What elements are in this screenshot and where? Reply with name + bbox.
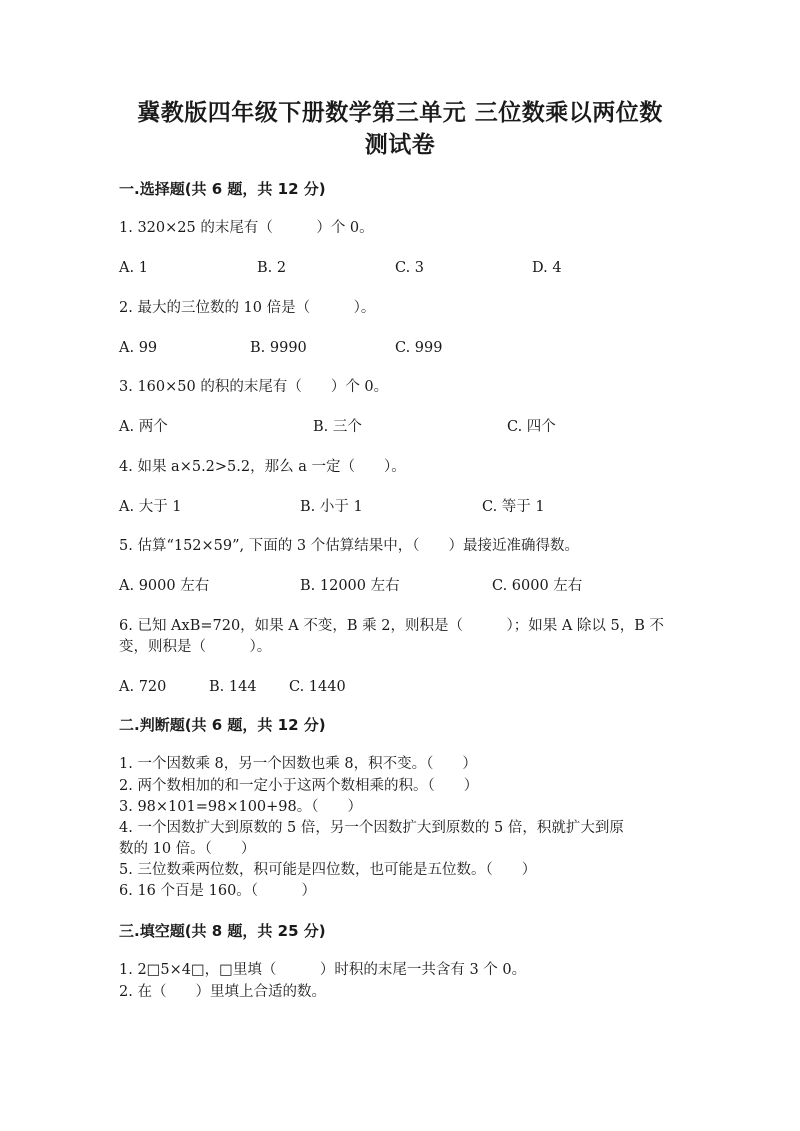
question-2-option-a: A. 99 [119,340,158,356]
question-5-option-b: B. 12000 左右 [300,578,400,594]
question-1-text: 1. 320×25 的末尾有（ ）个 0。 [119,220,374,236]
fill-question-line: 2. 在（ ）里填上合适的数。 [119,984,326,1000]
exam-title-line-1: 冀教版四年级下册数学第三单元 三位数乘以两位数 [137,100,663,126]
question-1-option-c: C. 3 [395,260,425,276]
question-4-option-c: C. 等于 1 [482,499,545,515]
judge-question-line: 5. 三位数乘两位数，积可能是四位数，也可能是五位数。（ ） [119,862,537,878]
section-3-heading: 三.填空题(共 8 题，共 25 分) [119,922,326,940]
judge-question-line: 2. 两个数相加的和一定小于这两个数相乘的积。（ ） [119,778,479,794]
question-5-text: 5. 估算“152×59”, 下面的 3 个估算结果中，（ ）最接近准确得数。 [119,538,579,554]
question-4-option-b: B. 小于 1 [300,499,363,515]
question-1-option-a: A. 1 [119,260,148,276]
question-1-option-b: B. 2 [257,260,287,276]
question-3-option-c: C. 四个 [507,419,556,435]
question-6-option-b: B. 144 [209,679,257,695]
fill-question-line: 1. 2□5×4□，□里填（ ）时积的末尾一共含有 3 个 0。 [119,962,527,978]
question-5-option-a: A. 9000 左右 [119,578,210,594]
question-5-option-c: C. 6000 左右 [492,578,583,594]
section-2-heading: 二.判断题(共 6 题，共 12 分) [119,716,326,734]
judge-question-line: 1. 一个因数乘 8，另一个因数也乘 8，积不变。（ ） [119,756,477,772]
judge-question-line: 3. 98×101=98×100+98。（ ） [119,799,362,815]
judge-question-line: 4. 一个因数扩大到原数的 5 倍，另一个因数扩大到原数的 5 倍，积就扩大到原 [119,820,624,836]
question-2-text: 2. 最大的三位数的 10 倍是（ ）。 [119,300,376,316]
question-6-text-line-2: 变，则积是（ ）。 [119,639,272,655]
question-6-option-a: A. 720 [119,679,167,695]
judge-question-line: 6. 16 个百是 160。（ ） [119,883,317,899]
question-2-option-c: C. 999 [395,340,443,356]
question-3-text: 3. 160×50 的积的末尾有（ ）个 0。 [119,379,389,395]
section-1-heading: 一.选择题(共 6 题，共 12 分) [119,180,326,198]
question-1-option-d: D. 4 [532,260,562,276]
question-3-option-b: B. 三个 [313,419,362,435]
question-4-text: 4. 如果 a×5.2>5.2，那么 a 一定（ ）。 [119,459,406,475]
question-4-option-a: A. 大于 1 [119,499,182,515]
question-6-option-c: C. 1440 [289,679,346,695]
judge-question-line: 数的 10 倍。（ ） [119,841,256,857]
exam-title-line-2: 测试卷 [364,132,436,158]
question-6-text-line-1: 6. 已知 AxB=720，如果 A 不变，B 乘 2，则积是（ ）；如果 A 除以 5，B 不 [119,618,665,634]
question-2-option-b: B. 9990 [250,340,307,356]
question-3-option-a: A. 两个 [119,419,168,435]
